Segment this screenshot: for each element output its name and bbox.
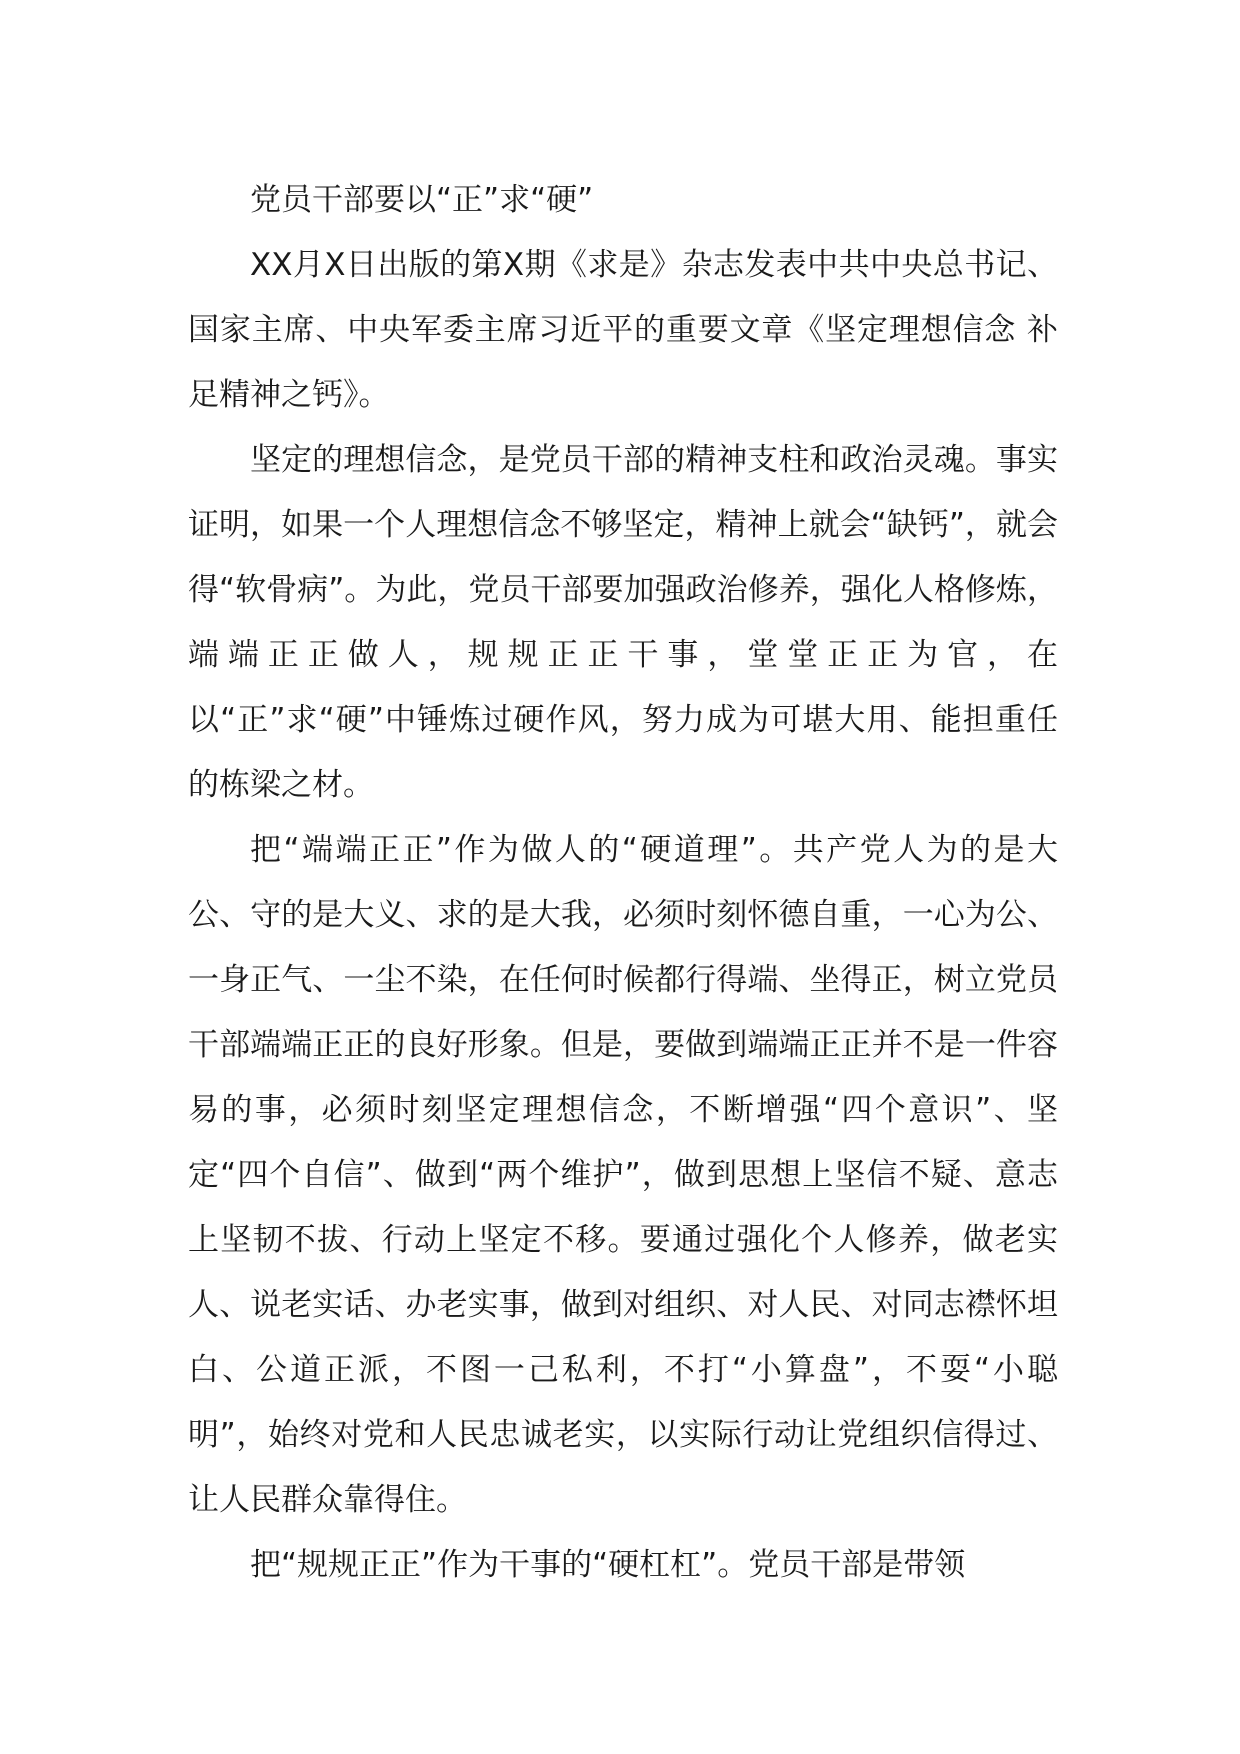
document-title: 党员干部要以“正”求“硬” [250, 182, 594, 218]
paragraph-conduct: 把“端端正正”作为做人的“硬道理”。共产党人为的是大公、守的是大义、求的是大我，必须时刻怀德自重，一心为公、一身正气、一尘不染，在任何时候都行得端、坐得正，树立党员干部端端正正的良好形象。但是，要做到端端正正并不是一件容易的事，必须时刻坚定理想信念，不断增强“四个意识”、坚定“四个自信”、做到“两个维护”，做到思想上坚信不疑、意志上坚韧不拔、行动上坚定不移。要通过强化个人修养，做老实人、说老实话、办老实事，做到对组织、对人民、对同志襟怀坦白、公道正派，不图一己私利，不打“小算盘”，不耍“小聪明”，始终对党和人民忠诚老实，以实际行动让党组织信得过、让人民群众靠得住。 [188, 832, 1058, 1518]
paragraph-ideals: 坚定的理想信念，是党员干部的精神支柱和政治灵魂。事实证明，如果一个人理想信念不够坚定，精神上就会“缺钙”，就会得“软骨病”。为此，党员干部要加强政治修养，强化人格修炼，端端正正做人，规规正正干事，堂堂正正为官，在以“正”求“硬”中锤炼过硬作风，努力成为可堪大用、能担重任的栋梁之材。 [188, 442, 1058, 803]
paragraph-work: 把“规规正正”作为干事的“硬杠杠”。党员干部是带领 [250, 1547, 966, 1583]
document-body [188, 168, 1058, 1598]
paragraph-intro: XX月X日出版的第X期《求是》杂志发表中共中央总书记、国家主席、中央军委主席习近平的重要文章《坚定理想信念 补足精神之钙》。 [188, 247, 1058, 413]
